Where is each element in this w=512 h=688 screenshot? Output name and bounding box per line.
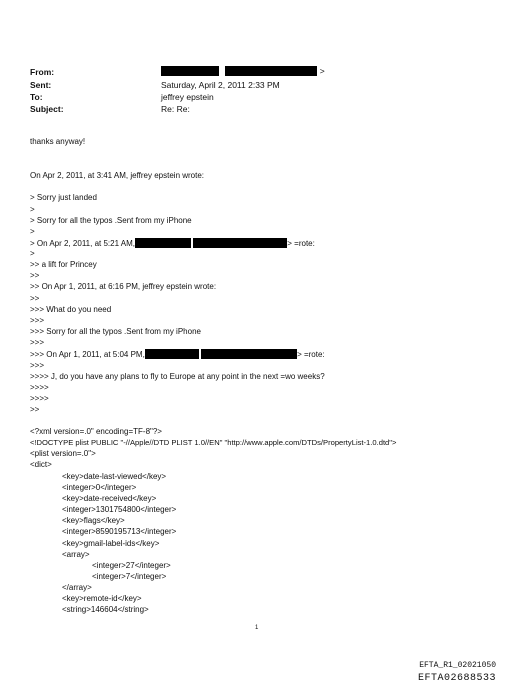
quote-line: > xyxy=(30,205,35,214)
quote-text: > =rote: xyxy=(297,350,325,359)
subject-value: Re: Re: xyxy=(161,104,190,114)
quote-line: >> xyxy=(30,405,40,414)
sent-label: Sent: xyxy=(30,80,52,90)
quote-text: >>> On Apr 1, 2011, at 5:04 PM, xyxy=(30,350,145,359)
xml-line: <integer>1301754800</integer> xyxy=(62,505,177,514)
document-id-primary: EFTA_R1_02021050 xyxy=(419,661,496,670)
quote-line: >>> Sorry for all the typos .Sent from my iPhone xyxy=(30,327,201,336)
quote-line: >> a lift for Princey xyxy=(30,260,97,269)
xml-line: <integer>7</integer> xyxy=(92,572,167,581)
xml-line: <string>146604</string> xyxy=(62,605,149,614)
xml-line: <key>gmail-label-ids</key> xyxy=(62,539,160,548)
to-label: To: xyxy=(30,92,43,102)
quote-line: >> xyxy=(30,294,40,303)
quote-line-redacted xyxy=(30,238,315,249)
xml-line: </array> xyxy=(62,583,92,592)
quote-line: >>>> J, do you have any plans to fly to Europe at any point in the next =wo weeks? xyxy=(30,372,325,381)
quote-line: >>> xyxy=(30,338,45,347)
quote-line: >>>> xyxy=(30,394,49,403)
xml-line: <dict> xyxy=(30,460,52,469)
quote-line: >>>> xyxy=(30,383,49,392)
xml-line: <key>date-last-viewed</key> xyxy=(62,472,167,481)
xml-line: <key>date-received</key> xyxy=(62,494,157,503)
reply-text: thanks anyway! xyxy=(30,137,86,146)
quote-attribution: On Apr 2, 2011, at 3:41 AM, jeffrey epstein wrote: xyxy=(30,171,205,180)
quote-line-redacted xyxy=(30,349,325,360)
quote-text: > On Apr 2, 2011, at 5:21 AM, xyxy=(30,239,136,248)
redaction-block xyxy=(193,238,287,248)
from-suffix: > xyxy=(319,66,325,76)
redaction-block xyxy=(201,349,297,359)
quote-line: >>> xyxy=(30,361,45,370)
document-id-secondary: EFTA02688533 xyxy=(417,673,496,684)
quote-line: >> xyxy=(30,271,40,280)
from-value xyxy=(161,66,325,76)
quote-line: > Sorry for all the typos .Sent from my iPhone xyxy=(30,216,192,225)
redaction-block xyxy=(161,66,219,76)
quote-line: >> On Apr 1, 2011, at 6:16 PM, jeffrey epstein wrote: xyxy=(30,282,217,291)
xml-line: <array> xyxy=(62,550,90,559)
quote-text: > =rote: xyxy=(287,239,315,248)
subject-label: Subject: xyxy=(30,104,64,114)
xml-line: <plist version=.0"> xyxy=(30,449,96,458)
xml-line: <integer>27</integer> xyxy=(92,561,171,570)
xml-line: <!DOCTYPE plist PUBLIC "-//Apple//DTD PLIST 1.0//EN" "http://www.apple.com/DTDs/PropertyList-1.0.dtd"> xyxy=(30,438,397,447)
quote-line: >>> xyxy=(30,316,45,325)
xml-line: <key>remote-id</key> xyxy=(62,594,142,603)
xml-line: <key>flags</key> xyxy=(62,516,125,525)
redaction-block xyxy=(225,66,317,76)
quote-line: > xyxy=(30,227,35,236)
quote-line: > Sorry just landed xyxy=(30,193,97,202)
quote-line: >>> What do you need xyxy=(30,305,112,314)
sent-value: Saturday, April 2, 2011 2:33 PM xyxy=(161,80,280,90)
to-value: jeffrey epstein xyxy=(161,92,214,102)
xml-line: <?xml version=.0" encoding=TF-8"?> xyxy=(30,427,162,436)
redaction-block xyxy=(135,238,191,248)
redaction-block xyxy=(145,349,199,359)
xml-line: <integer>8590195713</integer> xyxy=(62,527,177,536)
xml-line: <integer>0</integer> xyxy=(62,483,137,492)
from-label: From: xyxy=(30,67,55,77)
quote-line: > xyxy=(30,249,35,258)
page-number: 1 xyxy=(255,625,259,631)
